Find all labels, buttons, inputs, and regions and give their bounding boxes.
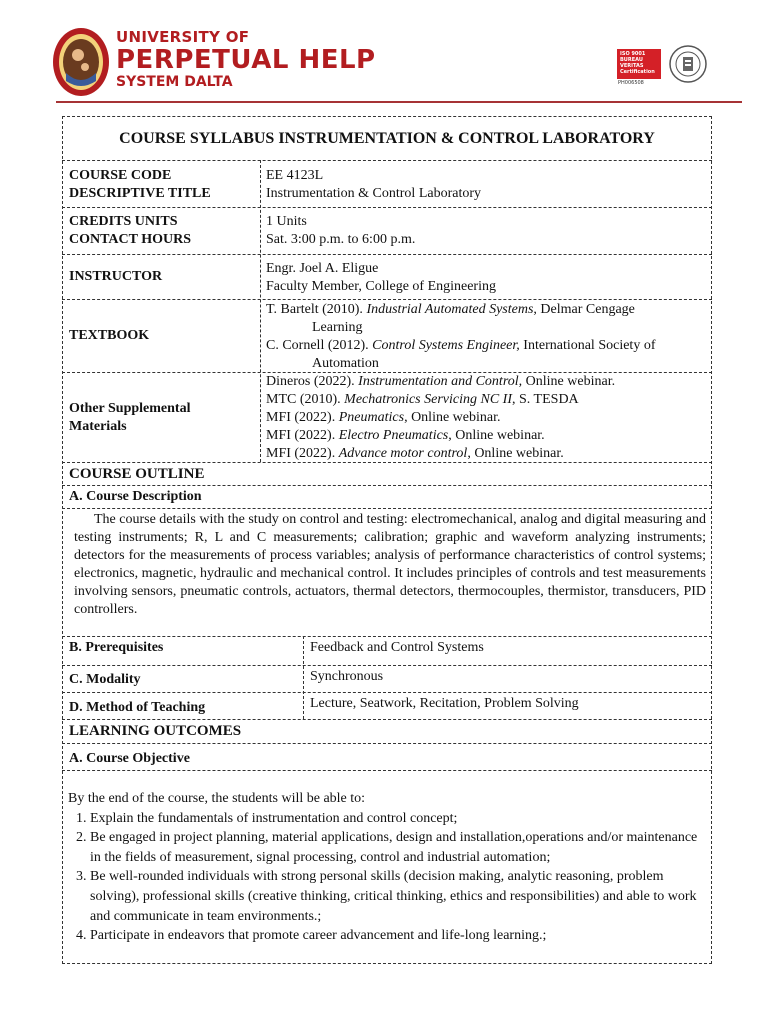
credits-value bbox=[266, 213, 415, 249]
descriptive-title: Instrumentation & Control Laboratory bbox=[266, 186, 482, 201]
row-divider bbox=[62, 254, 712, 255]
supplemental-source: Online webinar. bbox=[522, 374, 616, 389]
supplemental-author: MTC (2010). bbox=[266, 392, 345, 407]
descriptive-title-label: DESCRIPTIVE TITLE bbox=[69, 186, 211, 201]
row-divider bbox=[62, 719, 712, 720]
bureau-veritas-seal-logo bbox=[668, 44, 708, 84]
objective-item: 1. Explain the fundamentals of instrumentation and control concept; bbox=[90, 809, 708, 829]
course-code-value bbox=[266, 167, 481, 203]
textbook-author: C. Cornell (2012). bbox=[266, 338, 373, 353]
supplemental-item bbox=[266, 427, 706, 445]
credits-units: 1 Units bbox=[266, 214, 307, 229]
textbook-list bbox=[266, 301, 706, 373]
row-divider bbox=[62, 743, 712, 744]
supplemental-item bbox=[266, 409, 706, 427]
supplemental-title: Pneumatics bbox=[338, 410, 405, 425]
supplemental-item bbox=[266, 373, 706, 391]
iso-line3: Certification bbox=[620, 69, 655, 75]
course-code: EE 4123L bbox=[266, 168, 324, 183]
supplemental-author: MFI (2022). bbox=[266, 428, 339, 443]
supplemental-title: Instrumentation and Control, bbox=[358, 374, 523, 389]
course-description-heading: A. Course Description bbox=[69, 489, 202, 504]
row-divider bbox=[62, 160, 712, 161]
supplemental-title: Mechatronics Servicing NC II bbox=[344, 392, 513, 407]
course-code-label-line1: COURSE CODE bbox=[69, 168, 172, 183]
supplemental-source: , S. TESDA bbox=[512, 392, 579, 407]
supplemental-list bbox=[266, 373, 706, 463]
supplemental-author: Dineros (2022). bbox=[266, 374, 359, 389]
university-seal-logo bbox=[52, 27, 110, 97]
iso-certification-badge bbox=[617, 49, 661, 79]
objective-item: 2. Be engaged in project planning, material applications, design and installation,operations and/or maintenance in the fields of measurement, signal processing, control and industrial automation; bbox=[90, 828, 708, 867]
modality-label: C. Modality bbox=[69, 672, 141, 687]
supplemental-source: , Online webinar. bbox=[448, 428, 545, 443]
textbook-publisher: , Delmar Cengage bbox=[533, 302, 635, 317]
objectives-intro: By the end of the course, the students will be able to: bbox=[68, 791, 366, 806]
page-header bbox=[0, 0, 768, 108]
row-divider bbox=[62, 636, 712, 637]
instructor-name: Engr. Joel A. Eligue bbox=[266, 261, 379, 276]
row-divider bbox=[62, 207, 712, 208]
iso-line1: ISO 9001 bbox=[620, 51, 646, 57]
supplemental-source: , Online webinar. bbox=[404, 410, 501, 425]
supplemental-item bbox=[266, 391, 706, 409]
contact-hours: Sat. 3:00 p.m. to 6:00 p.m. bbox=[266, 232, 416, 247]
textbook-item bbox=[266, 337, 706, 355]
university-name-line3: SYSTEM DALTA bbox=[116, 74, 233, 90]
instructor-label: INSTRUCTOR bbox=[69, 269, 163, 284]
textbook-publisher-cont: Automation bbox=[312, 356, 379, 371]
header-divider bbox=[56, 101, 742, 103]
row-divider bbox=[62, 692, 712, 693]
textbook-title: Industrial Automated Systems bbox=[366, 302, 534, 317]
document-title: COURSE SYLLABUS INSTRUMENTATION & CONTROL LABORATORY bbox=[119, 130, 655, 147]
textbook-label: TEXTBOOK bbox=[69, 328, 150, 343]
row-divider bbox=[62, 665, 712, 666]
row-divider bbox=[62, 299, 712, 300]
textbook-item bbox=[266, 301, 706, 319]
credits-units-label: CREDITS UNITS bbox=[69, 214, 178, 229]
credits-label bbox=[69, 213, 191, 249]
supplemental-author: MFI (2022). bbox=[266, 446, 339, 461]
course-code-label bbox=[69, 167, 211, 203]
supplemental-title: Advance motor control bbox=[338, 446, 468, 461]
course-outline-heading: COURSE OUTLINE bbox=[69, 466, 205, 482]
column-divider bbox=[260, 160, 261, 462]
course-objective-heading: A. Course Objective bbox=[69, 751, 190, 766]
objective-item: 4. Participate in endeavors that promote career advancement and life-long learning.; bbox=[90, 926, 708, 946]
prerequisites-label: B. Prerequisites bbox=[69, 640, 164, 655]
row-divider bbox=[62, 508, 712, 509]
contact-hours-label: CONTACT HOURS bbox=[69, 232, 192, 247]
textbook-publisher-cont: Learning bbox=[312, 320, 363, 335]
row-divider bbox=[62, 485, 712, 486]
university-name-line1: UNIVERSITY OF bbox=[116, 28, 250, 46]
method-label: D. Method of Teaching bbox=[69, 700, 206, 715]
instructor-value bbox=[266, 260, 496, 296]
iso-line2: BUREAU VERITAS bbox=[620, 57, 644, 69]
modality-value: Synchronous bbox=[310, 669, 384, 684]
supplemental-label-line1: Other Supplemental bbox=[69, 401, 191, 416]
supplemental-label bbox=[69, 400, 190, 436]
prerequisites-value: Feedback and Control Systems bbox=[310, 640, 484, 655]
learning-outcomes-heading: LEARNING OUTCOMES bbox=[69, 723, 242, 739]
objective-item: 3. Be well-rounded individuals with strong personal skills (decision making, analytic reasoning, problem solving), professional skills (creative thinking, critical thinking, ethics and responsibilities) and able to work and communicate in team environments.; bbox=[90, 867, 708, 926]
supplemental-title: Electro Pneumatics bbox=[338, 428, 449, 443]
course-objectives bbox=[68, 789, 708, 946]
certificate-code: PH006508 bbox=[618, 80, 644, 86]
textbook-publisher: International Society of bbox=[519, 338, 656, 353]
course-description-text: The course details with the study on control and testing: electromechanical, analog and digital measuring and testing instruments; R, L and C measurements; calibration; graphic and waveform analyzing instruments; detectors for the measurements of process variables; analysis of performance characteristics of control systems; electronics, magnetic, hydraulic and mechanical control. It includes principles of controls and test measurements involving sensors, pneumatic controls, actuators, thermal detectors, thermocouples, thermistor, transducers, PID controllers. bbox=[74, 512, 706, 617]
university-name-line2: PERPETUAL HELP bbox=[116, 45, 376, 75]
supplemental-item bbox=[266, 445, 706, 463]
row-divider bbox=[62, 770, 712, 771]
method-value: Lecture, Seatwork, Recitation, Problem Solving bbox=[310, 696, 579, 711]
supplemental-label-line2: Materials bbox=[69, 419, 127, 434]
textbook-author: T. Bartelt (2010). bbox=[266, 302, 367, 317]
objectives-list bbox=[68, 809, 708, 946]
instructor-position: Faculty Member, College of Engineering bbox=[266, 279, 496, 294]
supplemental-author: MFI (2022). bbox=[266, 410, 339, 425]
supplemental-source: , Online webinar. bbox=[467, 446, 564, 461]
column-divider bbox=[303, 636, 304, 719]
textbook-title: Control Systems Engineer, bbox=[372, 338, 520, 353]
university-name bbox=[116, 30, 376, 89]
